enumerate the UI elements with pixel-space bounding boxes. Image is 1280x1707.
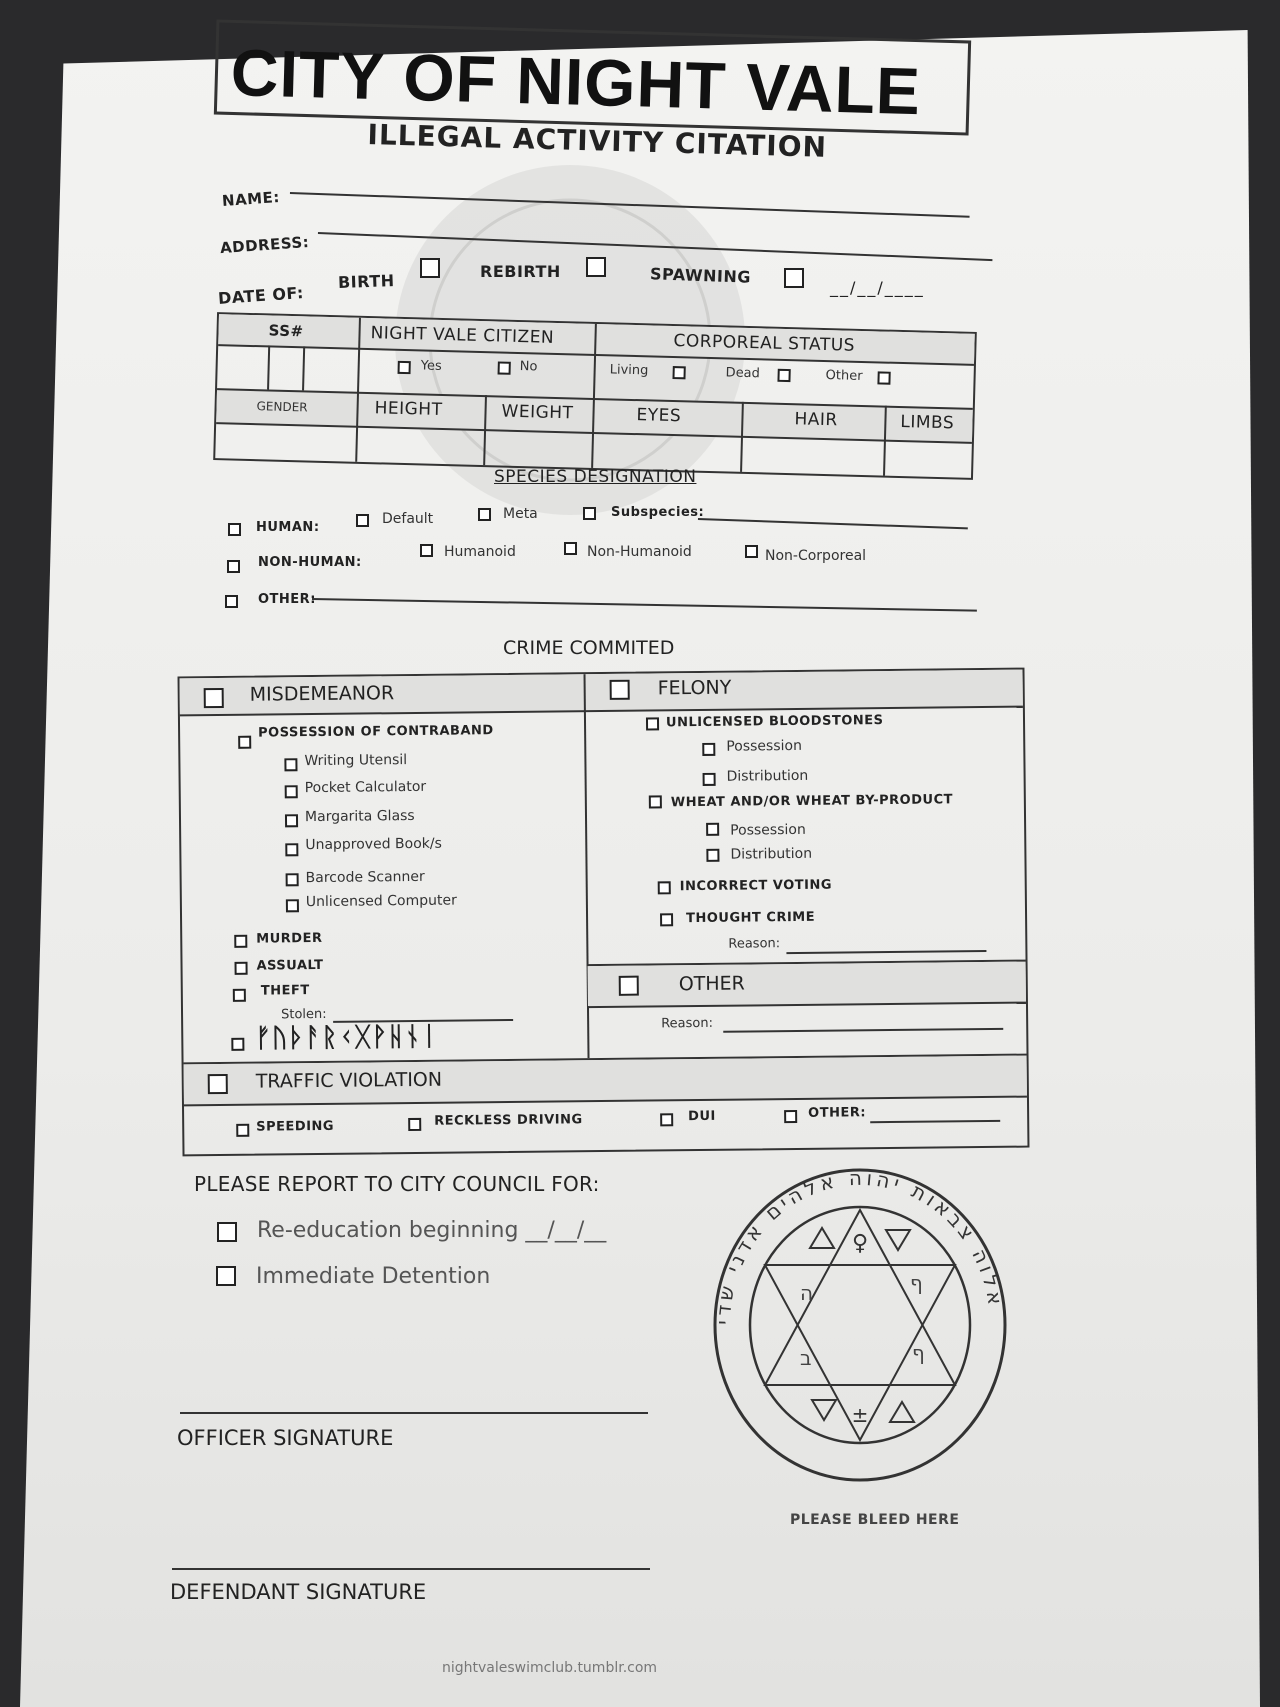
bleed-here-label: PLEASE BLEED HERE	[790, 1512, 960, 1528]
species-other-label: OTHER:	[258, 592, 316, 607]
other-status-checkbox[interactable]	[877, 371, 890, 384]
form-title: ILLEGAL ACTIVITY CITATION	[367, 118, 828, 164]
blood-seal[interactable]	[700, 1160, 1020, 1500]
non-human-checkbox[interactable]	[227, 560, 240, 573]
humanoid-checkbox[interactable]	[420, 544, 433, 557]
non-human-label: NON-HUMAN:	[258, 555, 362, 570]
contraband-checkbox[interactable]	[238, 736, 251, 749]
human-checkbox[interactable]	[228, 523, 241, 536]
speeding-label: SPEEDING	[256, 1118, 335, 1135]
writing-utensil-label: Writing Utensil	[304, 752, 408, 770]
bloodstones-label: UNLICENSED BLOODSTONES	[665, 713, 884, 731]
margarita-glass-label: Margarita Glass	[304, 807, 415, 826]
spawning-checkbox[interactable]	[784, 268, 804, 288]
misdemeanor-label: MISDEMEANOR	[249, 682, 395, 706]
rebirth-checkbox[interactable]	[586, 257, 606, 277]
detention-label: Immediate Detention	[256, 1264, 491, 1289]
citizen-no-checkbox[interactable]	[498, 361, 511, 374]
writing-utensil-checkbox[interactable]	[284, 758, 297, 771]
reckless-label: RECKLESS DRIVING	[434, 1112, 583, 1129]
assault-checkbox[interactable]	[235, 962, 248, 975]
name-label: NAME:	[221, 188, 281, 210]
reeducation-checkbox[interactable]	[217, 1222, 237, 1242]
svg-text:ה: ה	[800, 1281, 814, 1305]
unlicensed-computer-label: Unlicensed Computer	[305, 892, 457, 911]
felony-checkbox[interactable]	[610, 680, 630, 700]
dead-checkbox[interactable]	[777, 369, 790, 382]
default-label: Default	[382, 511, 434, 527]
traffic-label: TRAFFIC VIOLATION	[255, 1068, 443, 1093]
living-label: Living	[609, 362, 649, 379]
defendant-signature-line[interactable]	[172, 1568, 650, 1570]
humanoid-label: Humanoid	[444, 544, 516, 560]
officer-signature-line[interactable]	[180, 1412, 648, 1414]
barcode-scanner-label: Barcode Scanner	[305, 868, 425, 887]
subspecies-label: Subspecies:	[611, 505, 705, 520]
meta-checkbox[interactable]	[478, 508, 491, 521]
bloodstones-possession-label: Possession	[726, 737, 802, 755]
citizen-yes-label: Yes	[420, 358, 442, 374]
svg-text:±: ±	[851, 1403, 869, 1427]
margarita-glass-checkbox[interactable]	[285, 814, 298, 827]
rebirth-label: REBIRTH	[480, 262, 561, 281]
corporeal-label: CORPOREAL STATUS	[673, 331, 856, 356]
svg-text:♀: ♀	[851, 1231, 869, 1256]
human-label: HUMAN:	[256, 520, 320, 535]
eyes-label: EYES	[636, 405, 682, 427]
hair-label: HAIR	[794, 409, 838, 431]
stolen-label: Stolen:	[280, 1006, 327, 1023]
species-title: SPECIES DESIGNATION	[494, 467, 697, 487]
murder-checkbox[interactable]	[234, 935, 247, 948]
detention-checkbox[interactable]	[216, 1266, 236, 1286]
assault-label: ASSUALT	[256, 957, 324, 974]
date-blank[interactable]: __/__/____	[830, 278, 925, 297]
felony-reason-field[interactable]	[786, 950, 986, 954]
non-corporeal-checkbox[interactable]	[745, 545, 758, 558]
wheat-distribution-checkbox[interactable]	[706, 849, 719, 862]
bloodstones-distribution-checkbox[interactable]	[703, 773, 716, 786]
reckless-checkbox[interactable]	[408, 1118, 421, 1131]
default-checkbox[interactable]	[356, 514, 369, 527]
city-title: CITY OF NIGHT VALE	[229, 34, 922, 129]
pocket-calculator-checkbox[interactable]	[285, 785, 298, 798]
thought-crime-label: THOUGHT CRIME	[685, 909, 816, 927]
speeding-checkbox[interactable]	[236, 1124, 249, 1137]
citizen-label: NIGHT VALE CITIZEN	[370, 323, 555, 348]
bloodstones-checkbox[interactable]	[646, 717, 659, 730]
other-reason-field[interactable]	[723, 1028, 1003, 1033]
bloodstones-possession-checkbox[interactable]	[702, 743, 715, 756]
traffic-checkbox[interactable]	[208, 1074, 228, 1094]
spawning-label: SPAWNING	[649, 264, 752, 287]
theft-label: THEFT	[260, 983, 310, 999]
pocket-calculator-label: Pocket Calculator	[304, 778, 427, 797]
unapproved-books-checkbox[interactable]	[285, 843, 298, 856]
incorrect-voting-label: INCORRECT VOTING	[679, 877, 833, 895]
footer-credit: nightvaleswimclub.tumblr.com	[442, 1660, 658, 1676]
traffic-other-label: OTHER:	[808, 1105, 867, 1121]
svg-text:ב: ב	[800, 1346, 812, 1370]
runes-checkbox[interactable]	[231, 1038, 244, 1051]
murder-label: MURDER	[256, 930, 323, 947]
wheat-possession-label: Possession	[730, 821, 806, 839]
theft-checkbox[interactable]	[233, 989, 246, 1002]
dui-checkbox[interactable]	[660, 1113, 673, 1126]
species-other-checkbox[interactable]	[225, 595, 238, 608]
wheat-possession-checkbox[interactable]	[706, 823, 719, 836]
subspecies-checkbox[interactable]	[583, 507, 596, 520]
ss-label: SS#	[268, 321, 304, 341]
height-label: HEIGHT	[374, 398, 443, 421]
gender-label: GENDER	[256, 399, 308, 415]
defendant-signature-label: DEFENDANT SIGNATURE	[170, 1580, 427, 1604]
citizen-no-label: No	[519, 359, 538, 375]
non-humanoid-label: Non-Humanoid	[587, 544, 692, 560]
non-humanoid-checkbox[interactable]	[564, 542, 577, 555]
svg-text:ף: ף	[912, 1341, 925, 1365]
contraband-label: POSSESSION OF CONTRABAND	[258, 723, 494, 741]
report-title: PLEASE REPORT TO CITY COUNCIL FOR:	[194, 1172, 600, 1196]
info-table	[213, 312, 977, 480]
traffic-other-checkbox[interactable]	[784, 1110, 797, 1123]
meta-label: Meta	[503, 506, 538, 522]
barcode-scanner-checkbox[interactable]	[286, 873, 299, 886]
felony-label: FELONY	[657, 676, 732, 700]
dui-label: DUI	[688, 1108, 716, 1125]
birth-label: BIRTH	[337, 271, 395, 292]
dead-label: Dead	[725, 365, 761, 382]
birth-checkbox[interactable]	[420, 258, 440, 278]
crime-table	[178, 668, 1030, 1157]
limbs-label: LIMBS	[900, 412, 955, 434]
felony-reason-label: Reason:	[728, 936, 781, 952]
date-of-label: DATE OF:	[217, 283, 305, 308]
bloodstones-distribution-label: Distribution	[726, 767, 809, 785]
other-reason-label: Reason:	[661, 1015, 714, 1032]
svg-text:ף: ף	[910, 1271, 923, 1295]
crime-title: CRIME COMMITED	[503, 637, 675, 659]
other-crime-label: OTHER	[678, 972, 745, 996]
other-status-label: Other	[825, 368, 863, 384]
thought-crime-checkbox[interactable]	[660, 913, 673, 926]
reeducation-label: Re-education beginning __/__/__	[257, 1218, 607, 1243]
non-corporeal-label: Non-Corporeal	[765, 548, 867, 564]
svg-text:אלוה צבאות יהוה אלהים אדני שדי: אלוה צבאות יהוה אלהים אדני שדי	[710, 1165, 1009, 1326]
weight-label: WEIGHT	[501, 401, 574, 424]
traffic-other-field[interactable]	[870, 1120, 1000, 1123]
unlicensed-computer-checkbox[interactable]	[286, 899, 299, 912]
unapproved-books-label: Unapproved Book/s	[305, 835, 442, 854]
incorrect-voting-checkbox[interactable]	[658, 881, 671, 894]
misdemeanor-checkbox[interactable]	[204, 688, 224, 708]
address-label: ADDRESS:	[219, 232, 310, 258]
living-checkbox[interactable]	[672, 366, 685, 379]
officer-signature-label: OFFICER SIGNATURE	[177, 1426, 394, 1450]
wheat-checkbox[interactable]	[649, 795, 662, 808]
citizen-yes-checkbox[interactable]	[398, 361, 411, 374]
wheat-distribution-label: Distribution	[730, 845, 813, 863]
wheat-label: WHEAT AND/OR WHEAT BY-PRODUCT	[670, 792, 954, 811]
runes-label: ᚠᚢᚦᚨᚱᚲᚷᚹᚺᚾᛁ	[255, 1021, 439, 1054]
other-crime-checkbox[interactable]	[619, 976, 639, 996]
